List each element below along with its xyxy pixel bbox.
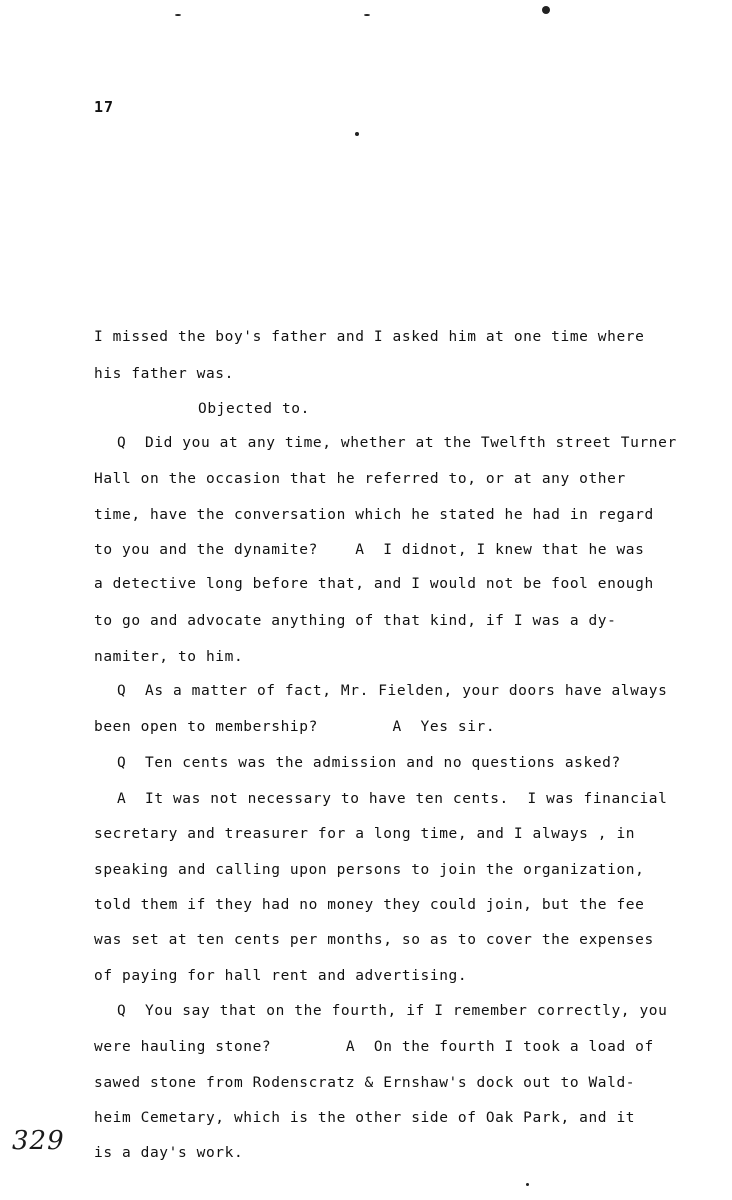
text-line: been open to membership? A Yes sir. — [94, 719, 496, 735]
text-line: Objected to. — [198, 401, 310, 417]
scan-speck — [364, 14, 370, 16]
text-line: Q Did you at any time, whether at the Twelfth street Turner — [117, 435, 677, 451]
text-line: to you and the dynamite? A I didnot, I knew that he was — [94, 542, 645, 558]
handwritten-margin-note: 329 — [12, 1126, 65, 1156]
text-line: speaking and calling upon persons to join the organization, — [94, 862, 645, 878]
text-line: time, have the conversation which he stated he had in regard — [94, 507, 654, 523]
text-line: Q You say that on the fourth, if I remember correctly, you — [117, 1003, 668, 1019]
text-line: Q As a matter of fact, Mr. Fielden, your doors have always — [117, 683, 668, 699]
text-line: I missed the boy's father and I asked him at one time where — [94, 329, 645, 345]
text-line: were hauling stone? A On the fourth I took a load of — [94, 1039, 654, 1055]
text-line: heim Cemetary, which is the other side of Oak Park, and it — [94, 1110, 636, 1126]
text-line: a detective long before that, and I would not be fool enough — [94, 576, 654, 592]
text-line: Q Ten cents was the admission and no questions asked? — [117, 755, 621, 771]
scan-speck — [355, 132, 359, 136]
text-line: secretary and treasurer for a long time, and I always , in — [94, 826, 636, 842]
text-line: of paying for hall rent and advertising. — [94, 968, 468, 984]
scan-speck — [175, 14, 181, 16]
text-line: told them if they had no money they could join, but the fee — [94, 897, 645, 913]
text-line: A It was not necessary to have ten cents. I was financial — [117, 791, 668, 807]
text-line: Hall on the occasion that he referred to, or at any other — [94, 471, 626, 487]
page-number: 17 — [94, 98, 115, 116]
text-line: sawed stone from Rodenscratz & Ernshaw's dock out to Wald- — [94, 1075, 636, 1091]
text-line: to go and advocate anything of that kind, if I was a dy- — [94, 613, 617, 629]
scan-speck — [526, 1183, 529, 1186]
text-line: namiter, to him. — [94, 649, 244, 665]
text-line: his father was. — [94, 366, 234, 382]
scan-speck — [542, 6, 550, 14]
text-line: is a day's work. — [94, 1145, 244, 1161]
text-line: was set at ten cents per months, so as to cover the expenses — [94, 932, 654, 948]
